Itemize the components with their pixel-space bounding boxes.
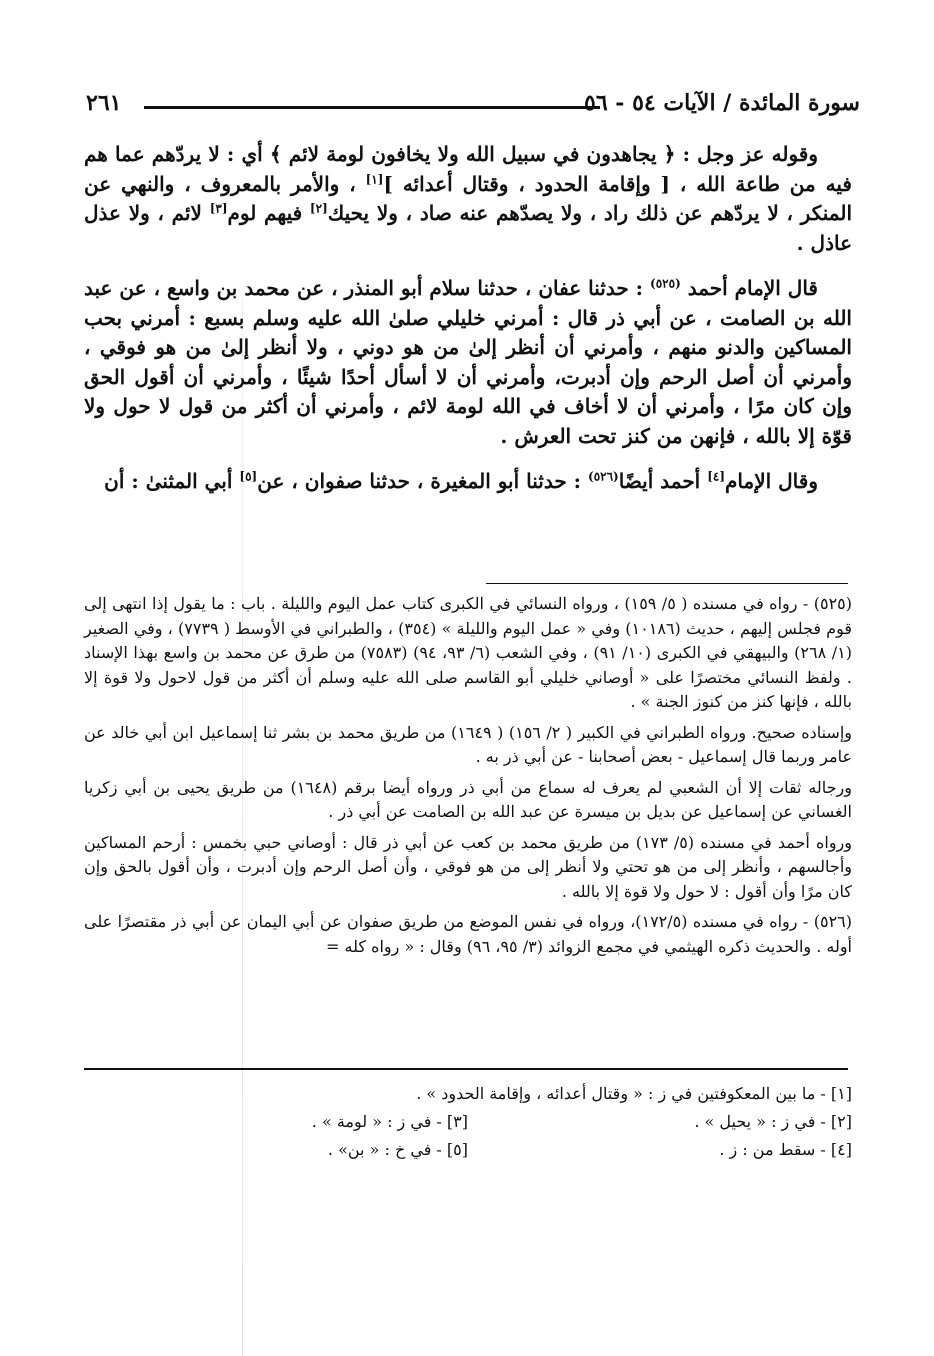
page-header: [80, 90, 860, 124]
footnotes-rule: [486, 583, 848, 584]
variant-marker-2: [٢]: [309, 201, 328, 216]
variant-row-3: [84, 1136, 852, 1164]
footnote-526: (٥٢٦) - رواه في مسنده (١٧٢/٥)، ورواه في نفس الموضع من طريق صفوان عن أبي اليمان عن أبي ذر مقتصرًا على أوله . والحديث ذكره الهيثمي في مجمع الزوائد (٣/ ٩٥، ٩٦) وقال : « رواه كله =: [84, 912, 852, 956]
footnotes: [84, 592, 852, 965]
variants-rule: [84, 1068, 848, 1070]
paragraph-1: وقوله عز وجل : ﴿ يجاهدون في سبيل الله ولا يخافون لومة لائم ﴾ أي : لا يردّهم عما هم فيه من طاعة الله ، [ وإقامة الحدود ، وقتال أعدائه ][١] ، والأمر بالمعروف ، والنهي عن المنكر ، لا يردّهم عن ذلك راد ، ولا يصدّهم عنه صاد ، ولا يحيك[٢] فيهم لوم[٣] لائم ، ولا عذل عاذل .: [84, 142, 853, 255]
running-head: سورة المائدة / الآيات ٥٤ - ٥٦: [584, 90, 860, 116]
main-text: [84, 140, 852, 513]
variant-5: [٥] - في خ : « بن» .: [327, 1140, 468, 1159]
quran-verse: ﴿ يجاهدون في سبيل الله ولا يخافون لومة لائم ﴾: [269, 142, 676, 166]
variant-marker-1: [١]: [365, 171, 384, 186]
variant-marker-4: [٤]: [707, 469, 726, 484]
paragraph-3: وقال الإمام[٤] أحمد أيضًا$^{(٥٢٦)}$ : حدثنا أبو المغيرة ، حدثنا صفوان ، عن[٥] أبي المثنىٰ : أن: [104, 469, 818, 493]
variant-2: [٢] - في ز : « يحيل » .: [694, 1112, 852, 1131]
page-number: ٢٦١: [86, 90, 122, 116]
footnote-525-cont-2: ورجاله ثقات إلا أن الشعبي لم يعرف له سماع من أبي ذر ورواه أيضا برقم (١٦٤٨) من طريق يحيى بن أبي زكريا الغساني عن إسماعيل عن بديل بن ميسرة عن عبد الله بن الصامت عن أبي ذر .: [84, 777, 853, 821]
variant-row-1: [84, 1080, 852, 1108]
footnote-525-cont-3: ورواه أحمد في مسنده (٥/ ١٧٣) من طريق محمد بن كعب عن أبي ذر قال : أوصاني حبي بخمس : أرحم المساكين وأجالسهم ، وأنظر إلى من هو تحتي ولا أنظر إلى من هو فوقي ، وأن أصل الرحم وإن أدبرت ، وأن أقول بالحق وإن كان مرًا وأن أقول : لا حول ولا قوة إلا بالله .: [84, 832, 852, 901]
variant-marker-5: [٥]: [239, 469, 258, 484]
variant-3: [٣] - في ز : « لومة » .: [311, 1112, 468, 1131]
footnote-525: (٥٢٥) - رواه في مسنده ( ٥/ ١٥٩) ، ورواه النسائي في الكبرى كتاب عمل اليوم والليلة . باب : ما يقول إذا انتهى إلى قوم فجلس إليهم ، حديث (١٠١٨٦) وفي « عمل اليوم والليلة » (٣٥٤) ، والطبراني في الأوسط ( ٧٧٣٩) ، وفي الصغير (١/ ٢٦٨) والبيهقي في الكبرى (١٠/ ٩١) ، وفي الشعب (٦/ ٩٣، ٩٤) (٧٥٨٣) من طرق عن محمد بن واسع بهذا الإسناد . ولفظ النسائي مختصرًا على « أوصاني خليلي أبو القاسم صلى الله عليه وسلم أن أكثر من قول لاحول ولا قوة إلا بالله ، فإنها كنز من كنوز الجنة » .: [84, 594, 852, 711]
variant-4: [٤] - سقط من : ز .: [719, 1140, 852, 1159]
textual-variants: [84, 1080, 852, 1164]
footnote-ref-526: (٥٢٦): [588, 469, 619, 484]
footnote-ref-525: (٥٢٥): [650, 276, 681, 291]
variant-1: [١] - ما بين المعكوفتين في ز : « وقتال أعدائه ، وإقامة الحدود » .: [416, 1084, 852, 1103]
header-rule: [144, 106, 600, 109]
footnote-525-cont-1: وإسناده صحيح. ورواه الطبراني في الكبير ( ٢/ ١٥٦) ( ١٦٤٩) من طريق محمد بن بشر ثنا إسماعيل ابن أبي خالد عن عامر وربما قال إسماعيل - بعض أصحابنا - عن أبي ذر به .: [84, 722, 853, 766]
variant-row-2: [84, 1108, 852, 1136]
variant-marker-3: [٣]: [209, 201, 228, 216]
paragraph-2: قال الإمام أحمد $^{(٥٢٥)}$ : حدثنا عفان ، حدثنا سلام أبو المنذر ، عن محمد بن واسع ، عن عبد الله بن الصامت ، عن أبي ذر قال : أمرني خليلي صلىٰ الله عليه وسلم بسبع : أمرني بحب المساكين والدنو منهم ، وأمرني أن أنظر إلىٰ من هو دوني ، ولا أنظر إلىٰ من هو فوقي ، وأمرني أن أصل الرحم وإن أدبرت، وأمرني أن لا أسأل أحدًا شيئًا ، وأمرني أن أقول الحق وإن كان مرًا ، وأمرني أن لا أخاف في الله لومة لائم ، وأمرني أن أكثر من قول لا حول ولا قوّة إلا بالله ، فإنهن من كنز تحت العرش .: [84, 276, 852, 448]
